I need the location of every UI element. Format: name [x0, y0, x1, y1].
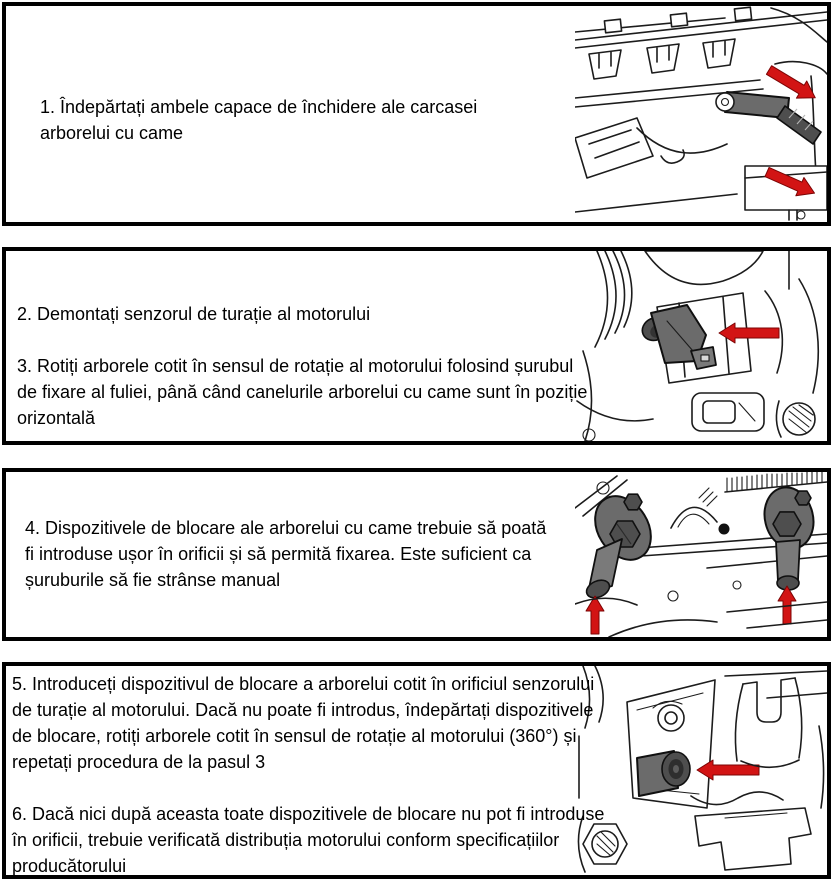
red-arrow-crank-tool [697, 760, 759, 780]
step-1-text: 1. Îndepărtați ambele capace de închidere ale carcasei arborelui cu came [40, 97, 478, 143]
panel-1-figure [575, 6, 827, 222]
step-4-text: 4. Dispozitivele de blocare ale arborelui cu came trebuie să poată fi introduse ușor în orificii și să permită fixarea. Este suficient ca șuruburile să fie strânse manual [25, 518, 547, 590]
panel-3-figure [575, 472, 827, 637]
red-arrow-sensor [719, 323, 779, 343]
step-panel-4 [2, 468, 831, 641]
panel-4-text [12, 671, 606, 879]
step-2-text: 2. Demontați senzorul de turație al motorului [17, 304, 371, 324]
camshaft-locking-tool-left [584, 486, 662, 601]
step-panel-1 [2, 2, 831, 226]
camshaft-locking-tools-illustration [575, 472, 827, 637]
camshaft-locking-tool-right [758, 482, 820, 590]
engine-camshaft-caps-illustration [575, 6, 827, 222]
step-panel-5-6 [2, 662, 831, 879]
panel-1-text [40, 94, 545, 146]
engine-speed-sensor [639, 305, 716, 369]
camshaft-sensor [716, 92, 821, 144]
step-3-text: 3. Rotiți arborele cotit în sensul de rotație al motorului folosind șurubul de fixare al fuliei, până când canelurile arborelui cu came sunt în poziție orizontală [17, 356, 588, 428]
panel-4-figure [575, 666, 827, 875]
panel-2-text [17, 301, 589, 431]
panel-3-text [25, 515, 553, 593]
step-6-text: 6. Dacă nici după aceasta toate dispozitivele de blocare nu pot fi introduse în orificii, trebuie verificată distribuția motorului conform specificațiilor producătorului [12, 804, 605, 876]
step-panel-2-3 [2, 247, 831, 445]
crankshaft-locking-tool [637, 751, 690, 796]
crankshaft-locking-tool-illustration [575, 666, 827, 875]
red-arrow-left-tool [586, 596, 604, 634]
step-5-text: 5. Introduceți dispozitivul de blocare a arborelui cotit în orificiul senzorului de turație al motorului. Dacă nu poate fi introdus, îndepărtați dispozitivele de blocare, rotiți arborele cotit în sensul de rotație al motorului (360°) și repetați procedura de la pasul 3 [12, 674, 595, 772]
